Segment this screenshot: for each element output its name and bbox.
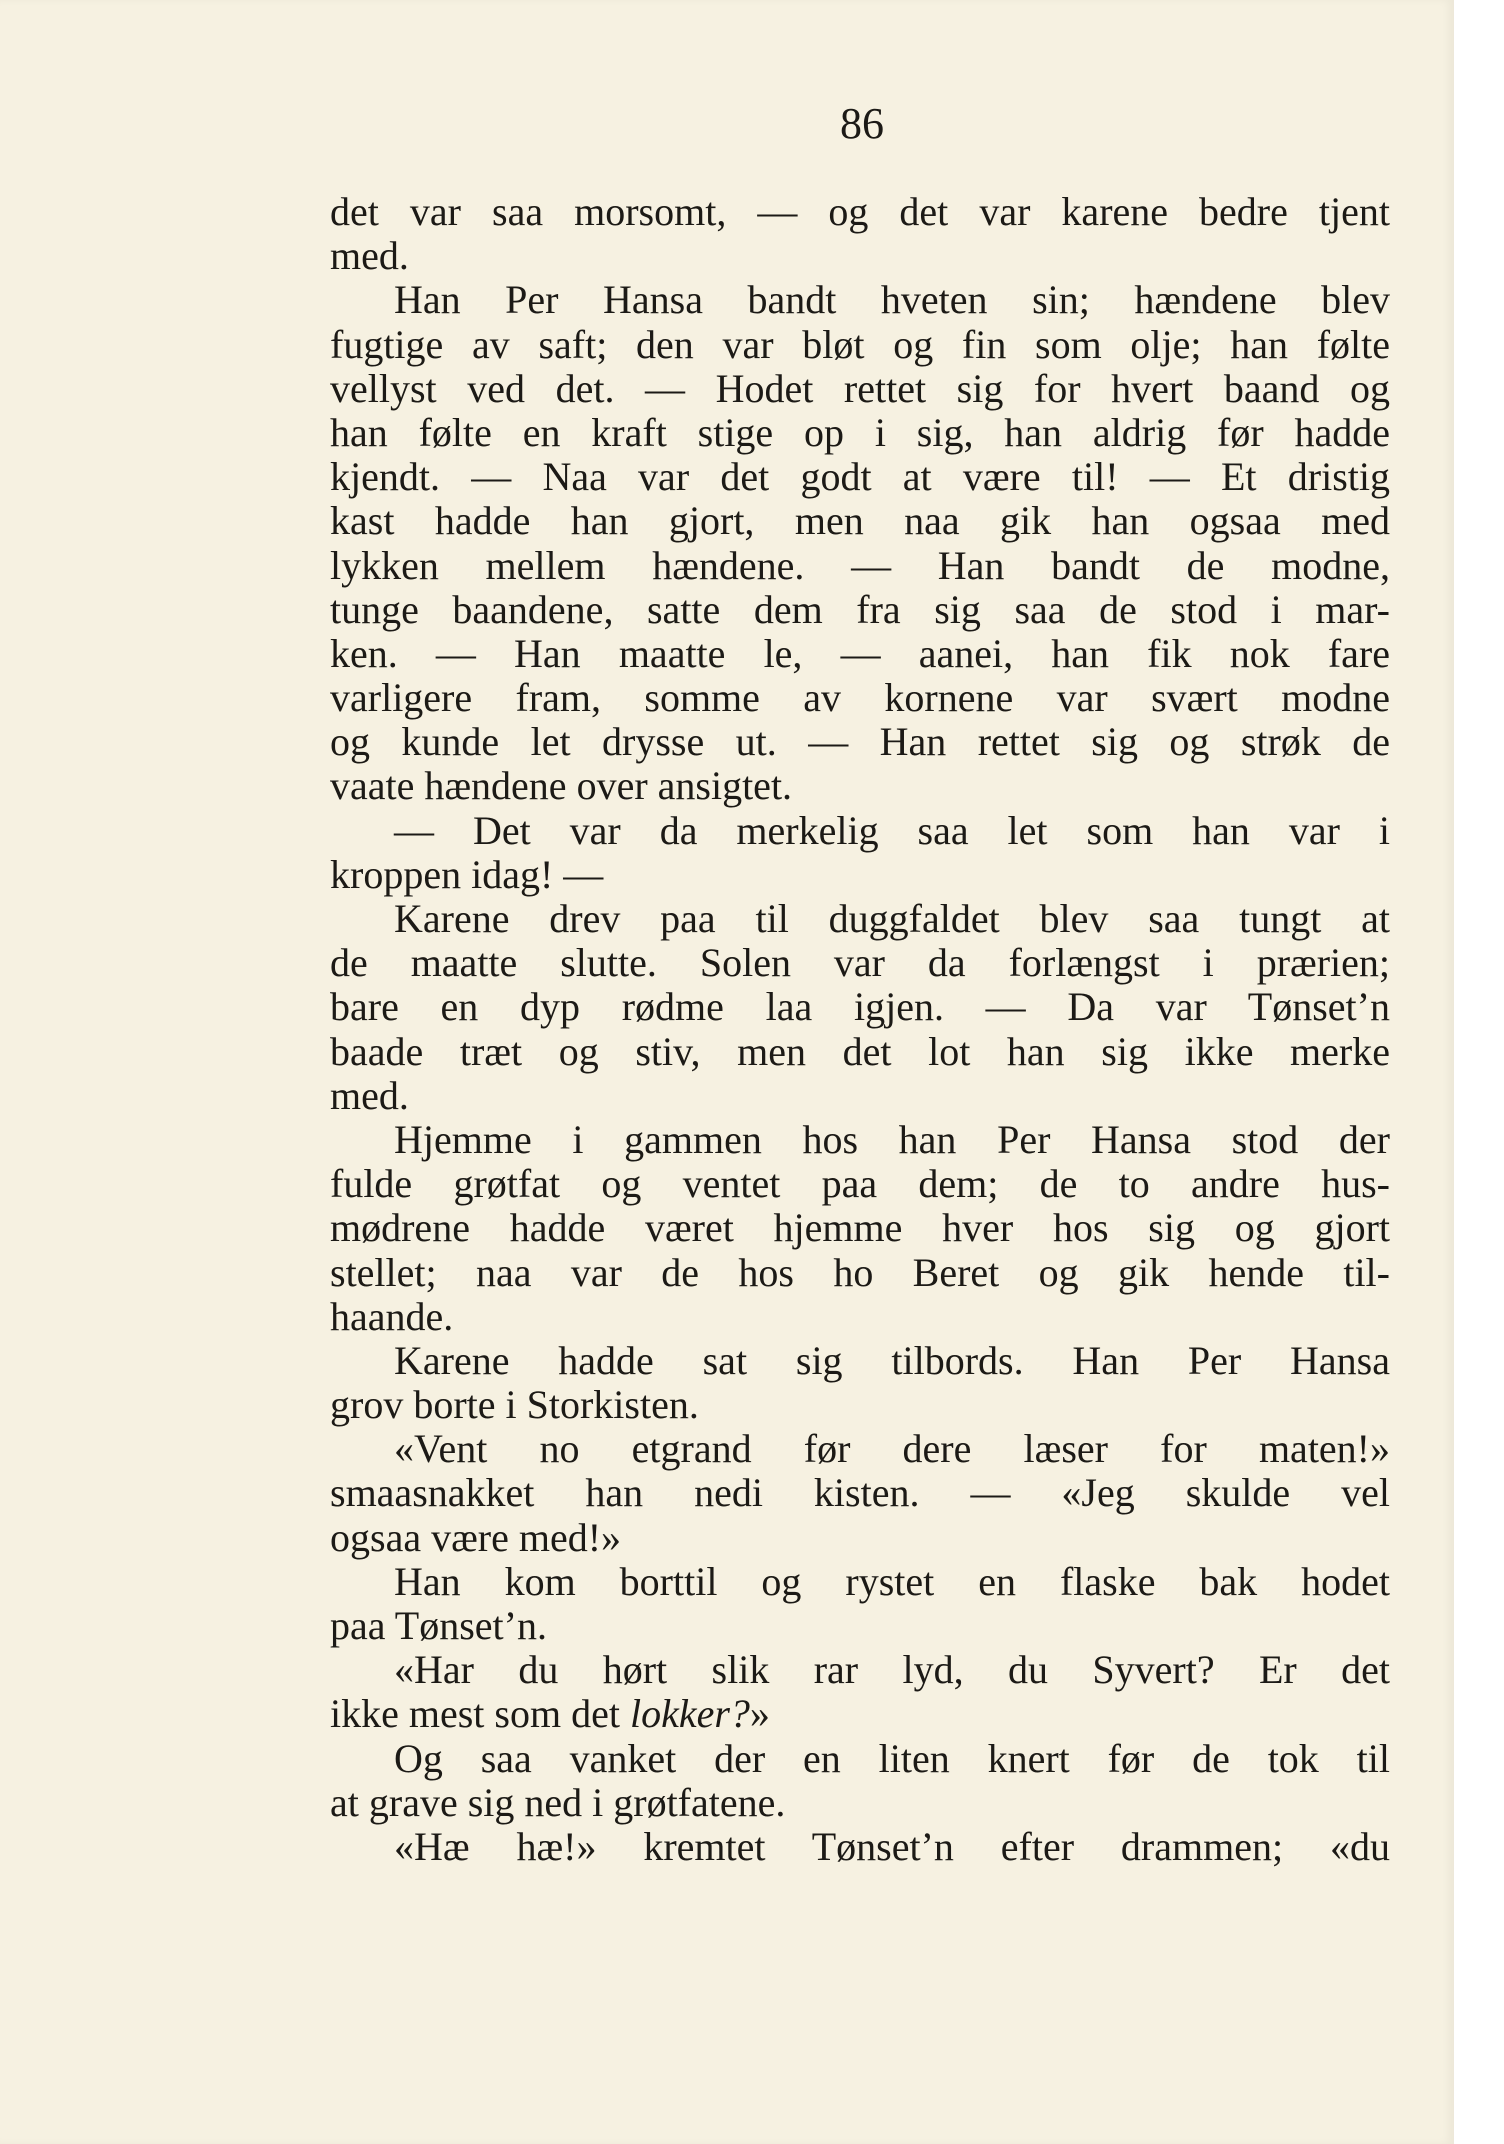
text-line: grov borte i Storkisten. <box>330 1382 699 1428</box>
text-line: Hjemme i gammen hos han Per Hansa stod der <box>394 1116 1390 1162</box>
text-line: «Vent no etgrand før dere læser for maten!» <box>394 1426 1390 1472</box>
text-line: varligere fram, somme av kornene var svært modne <box>330 675 1390 721</box>
text-line: — Det var da merkelig saa let som han var i <box>394 807 1390 853</box>
text-line: lykken mellem hændene. — Han bandt de modne, <box>330 542 1390 588</box>
text-line: med. <box>330 1072 409 1118</box>
text-line: at grave sig ned i grøtfatene. <box>330 1779 786 1825</box>
text-line: haande. <box>330 1293 454 1339</box>
text-line: vaate hændene over ansigtet. <box>330 763 793 809</box>
text-line: baade træt og stiv, men det lot han sig ikke merke <box>330 1028 1390 1074</box>
text-line: med. <box>330 233 409 279</box>
text-line: Og saa vanket der en liten knert før de tok til <box>394 1735 1390 1781</box>
text-line: Han Per Hansa bandt hveten sin; hændene blev <box>394 277 1390 323</box>
text-line: og kunde let drysse ut. — Han rettet sig og strøk de <box>330 719 1390 765</box>
text-line: bare en dyp rødme laa igjen. — Da var Tønset’n <box>330 984 1390 1030</box>
text-line: «Har du hørt slik rar lyd, du Syvert? Er det <box>394 1647 1390 1693</box>
text-segment: » <box>749 1691 770 1737</box>
text-line: Karene drev paa til duggfaldet blev saa tungt at <box>394 896 1390 941</box>
text-line: ken. — Han maatte le, — aanei, han fik nok fare <box>330 630 1390 676</box>
page-number: 86 <box>840 99 884 148</box>
text-line <box>330 1692 1390 1736</box>
text-line: kroppen idag! — <box>330 851 604 897</box>
text-line: de maatte slutte. Solen var da forlængst i prærien; <box>330 940 1390 986</box>
body-text <box>330 190 1390 1869</box>
text-line: mødrene hadde været hjemme hver hos sig og gjort <box>330 1205 1390 1251</box>
text-line: fugtige av saft; den var bløt og fin som olje; han følte <box>330 321 1390 367</box>
text-line: stellet; naa var de hos ho Beret og gik hende til- <box>330 1249 1390 1295</box>
text-segment: ikke mest som det <box>330 1691 630 1737</box>
text-line: tunge baandene, satte dem fra sig saa de stod i mar- <box>330 586 1390 632</box>
text-line: paa Tønset’n. <box>330 1603 547 1648</box>
text-line: det var saa morsomt, — og det var karene bedre tjent <box>330 189 1390 234</box>
text-line: kast hadde han gjort, men naa gik han ogsaa med <box>330 498 1390 544</box>
text-line: kjendt. — Naa var det godt at være til! — Et dristig <box>330 454 1390 500</box>
text-line: «Hæ hæ!» kremtet Tønset’n efter drammen; «du <box>394 1823 1390 1869</box>
text-line: fulde grøtfat og ventet paa dem; de to andre hus- <box>330 1161 1390 1207</box>
italic-text-segment: lokker? <box>629 1691 750 1737</box>
text-line: ogsaa være med!» <box>330 1514 622 1560</box>
text-line: Han kom borttil og rystet en flaske bak hodet <box>394 1558 1390 1604</box>
text-line: vellyst ved det. — Hodet rettet sig for hvert baand og <box>330 365 1390 411</box>
text-line: han følte en kraft stige op i sig, han aldrig før hadde <box>330 409 1390 455</box>
text-line: Karene hadde sat sig tilbords. Han Per Hansa <box>394 1337 1390 1383</box>
text-line: smaasnakket han nedi kisten. — «Jeg skulde vel <box>330 1470 1390 1516</box>
